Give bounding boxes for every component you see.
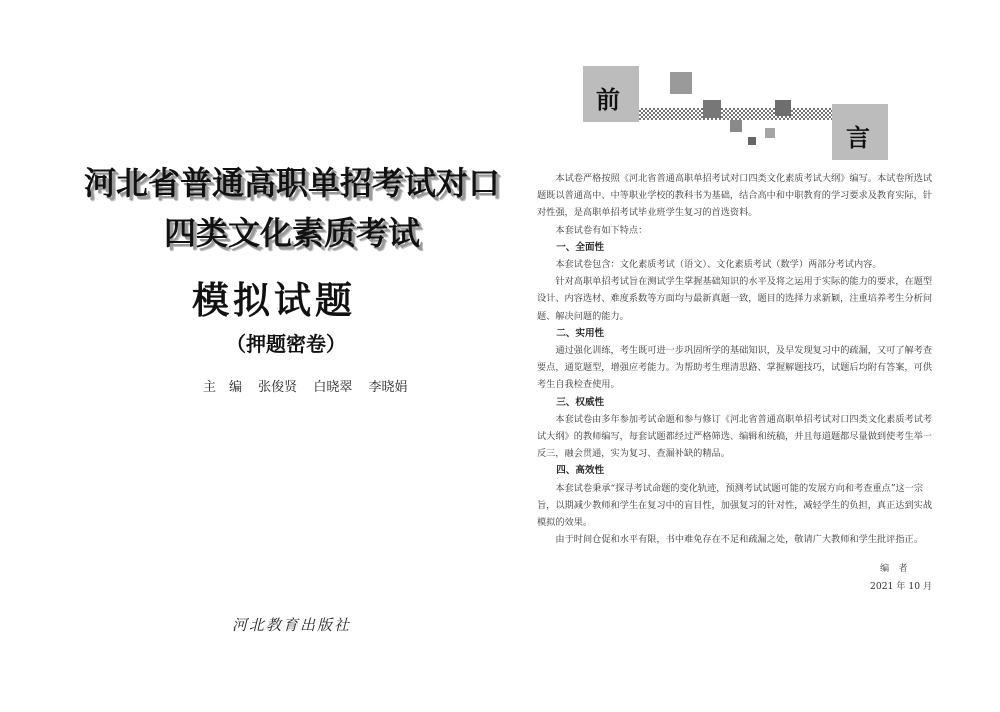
section-heading: 三、权威性 (556, 396, 605, 408)
preface-heading-char2: 言 (846, 124, 870, 152)
preface-signature: 编 者 (880, 563, 908, 574)
square-decoration (775, 100, 791, 116)
cover-subtitle: （押题密卷） (226, 332, 346, 356)
preface-page (500, 0, 1000, 712)
section-paragraph: 通过强化训练，考生既可进一步巩固所学的基础知识，及早发现复习中的疏漏，又可了解考查要点，通览题型，增强应考能力。为帮助考生理清思路、掌握解题技巧，试题后均附有答案，可供考生自我检查使用。 (537, 345, 933, 391)
section-heading: 二、实用性 (556, 327, 605, 339)
editor-name: 白晓翠 (313, 380, 353, 395)
square-decoration (748, 137, 756, 145)
section-paragraph: 本套试卷包含：文化素质考试（语文）、文化素质考试（数学）两部分考试内容。 (555, 259, 882, 271)
section-heading: 一、全面性 (556, 241, 605, 253)
preface-intro: 本试卷严格按照《河北省普通高职单招考试对口四类文化素质考试大纲》编写。本试卷所选试题既以普通高中、中等职业学校的教科书为基础，结合高中和中职教育的学习要求及教育实际，针对性强，是高职单招考试毕业班学生复习的首选资料。 (537, 173, 933, 219)
preface-date: 2021 年 10 月 (870, 581, 933, 592)
square-decoration (670, 72, 692, 94)
section-paragraph: 针对高职单招考试旨在测试学生掌握基础知识的水平及将之运用于实际的能力的要求，在题型设计、内容选材、难度系数等方面均与最新真题一致，题目的选择力求新颖，注重培养考生分析问题、解决问题的能力。 (537, 276, 933, 322)
cover-main-title: 模拟试题 (192, 278, 356, 322)
section-paragraph: 本套试卷秉承“探寻考试命题的变化轨迹，预测考试试题可能的发展方向和考查重点”这一宗旨，以期减少教师和学生在复习中的盲目性，加强复习的针对性，减轻学生的负担，真正达到实战模拟的效果。 (537, 482, 933, 529)
section-paragraph: 本套试卷由多年参加考试命题和参与修订《河北省普通高职单招考试对口四类文化素质考试考试大纲》的教师编写，每套试题都经过严格筛选、编辑和统稿，并且每道题都尽量做到使考生举一反三，融会贯通，实为复习、查漏补缺的精品。 (537, 413, 933, 460)
section-heading: 四、高效性 (556, 465, 605, 477)
cover-title-line2: 四类文化素质考试 (164, 214, 421, 252)
editor-name: 张俊贤 (258, 380, 298, 395)
editor-name: 李晓娟 (368, 380, 408, 395)
preface-body (537, 170, 937, 548)
closing-paragraph: 由于时间仓促和水平有限，书中难免存在不足和疏漏之处，敬请广大教师和学生批评指正。 (555, 534, 923, 546)
square-decoration (703, 100, 721, 118)
cover-title-line1: 河北省普通高职单招考试对口 (84, 164, 501, 202)
cover-editors (203, 376, 419, 395)
publisher-name: 河北教育出版社 (232, 616, 352, 634)
square-decoration (765, 128, 775, 138)
editor-label: 主 编 (203, 380, 243, 395)
checker-band-decoration (639, 108, 832, 120)
preface-heading-char1: 前 (596, 86, 620, 114)
features-intro: 本套试卷有如下特点： (555, 224, 648, 236)
square-decoration (730, 120, 742, 132)
